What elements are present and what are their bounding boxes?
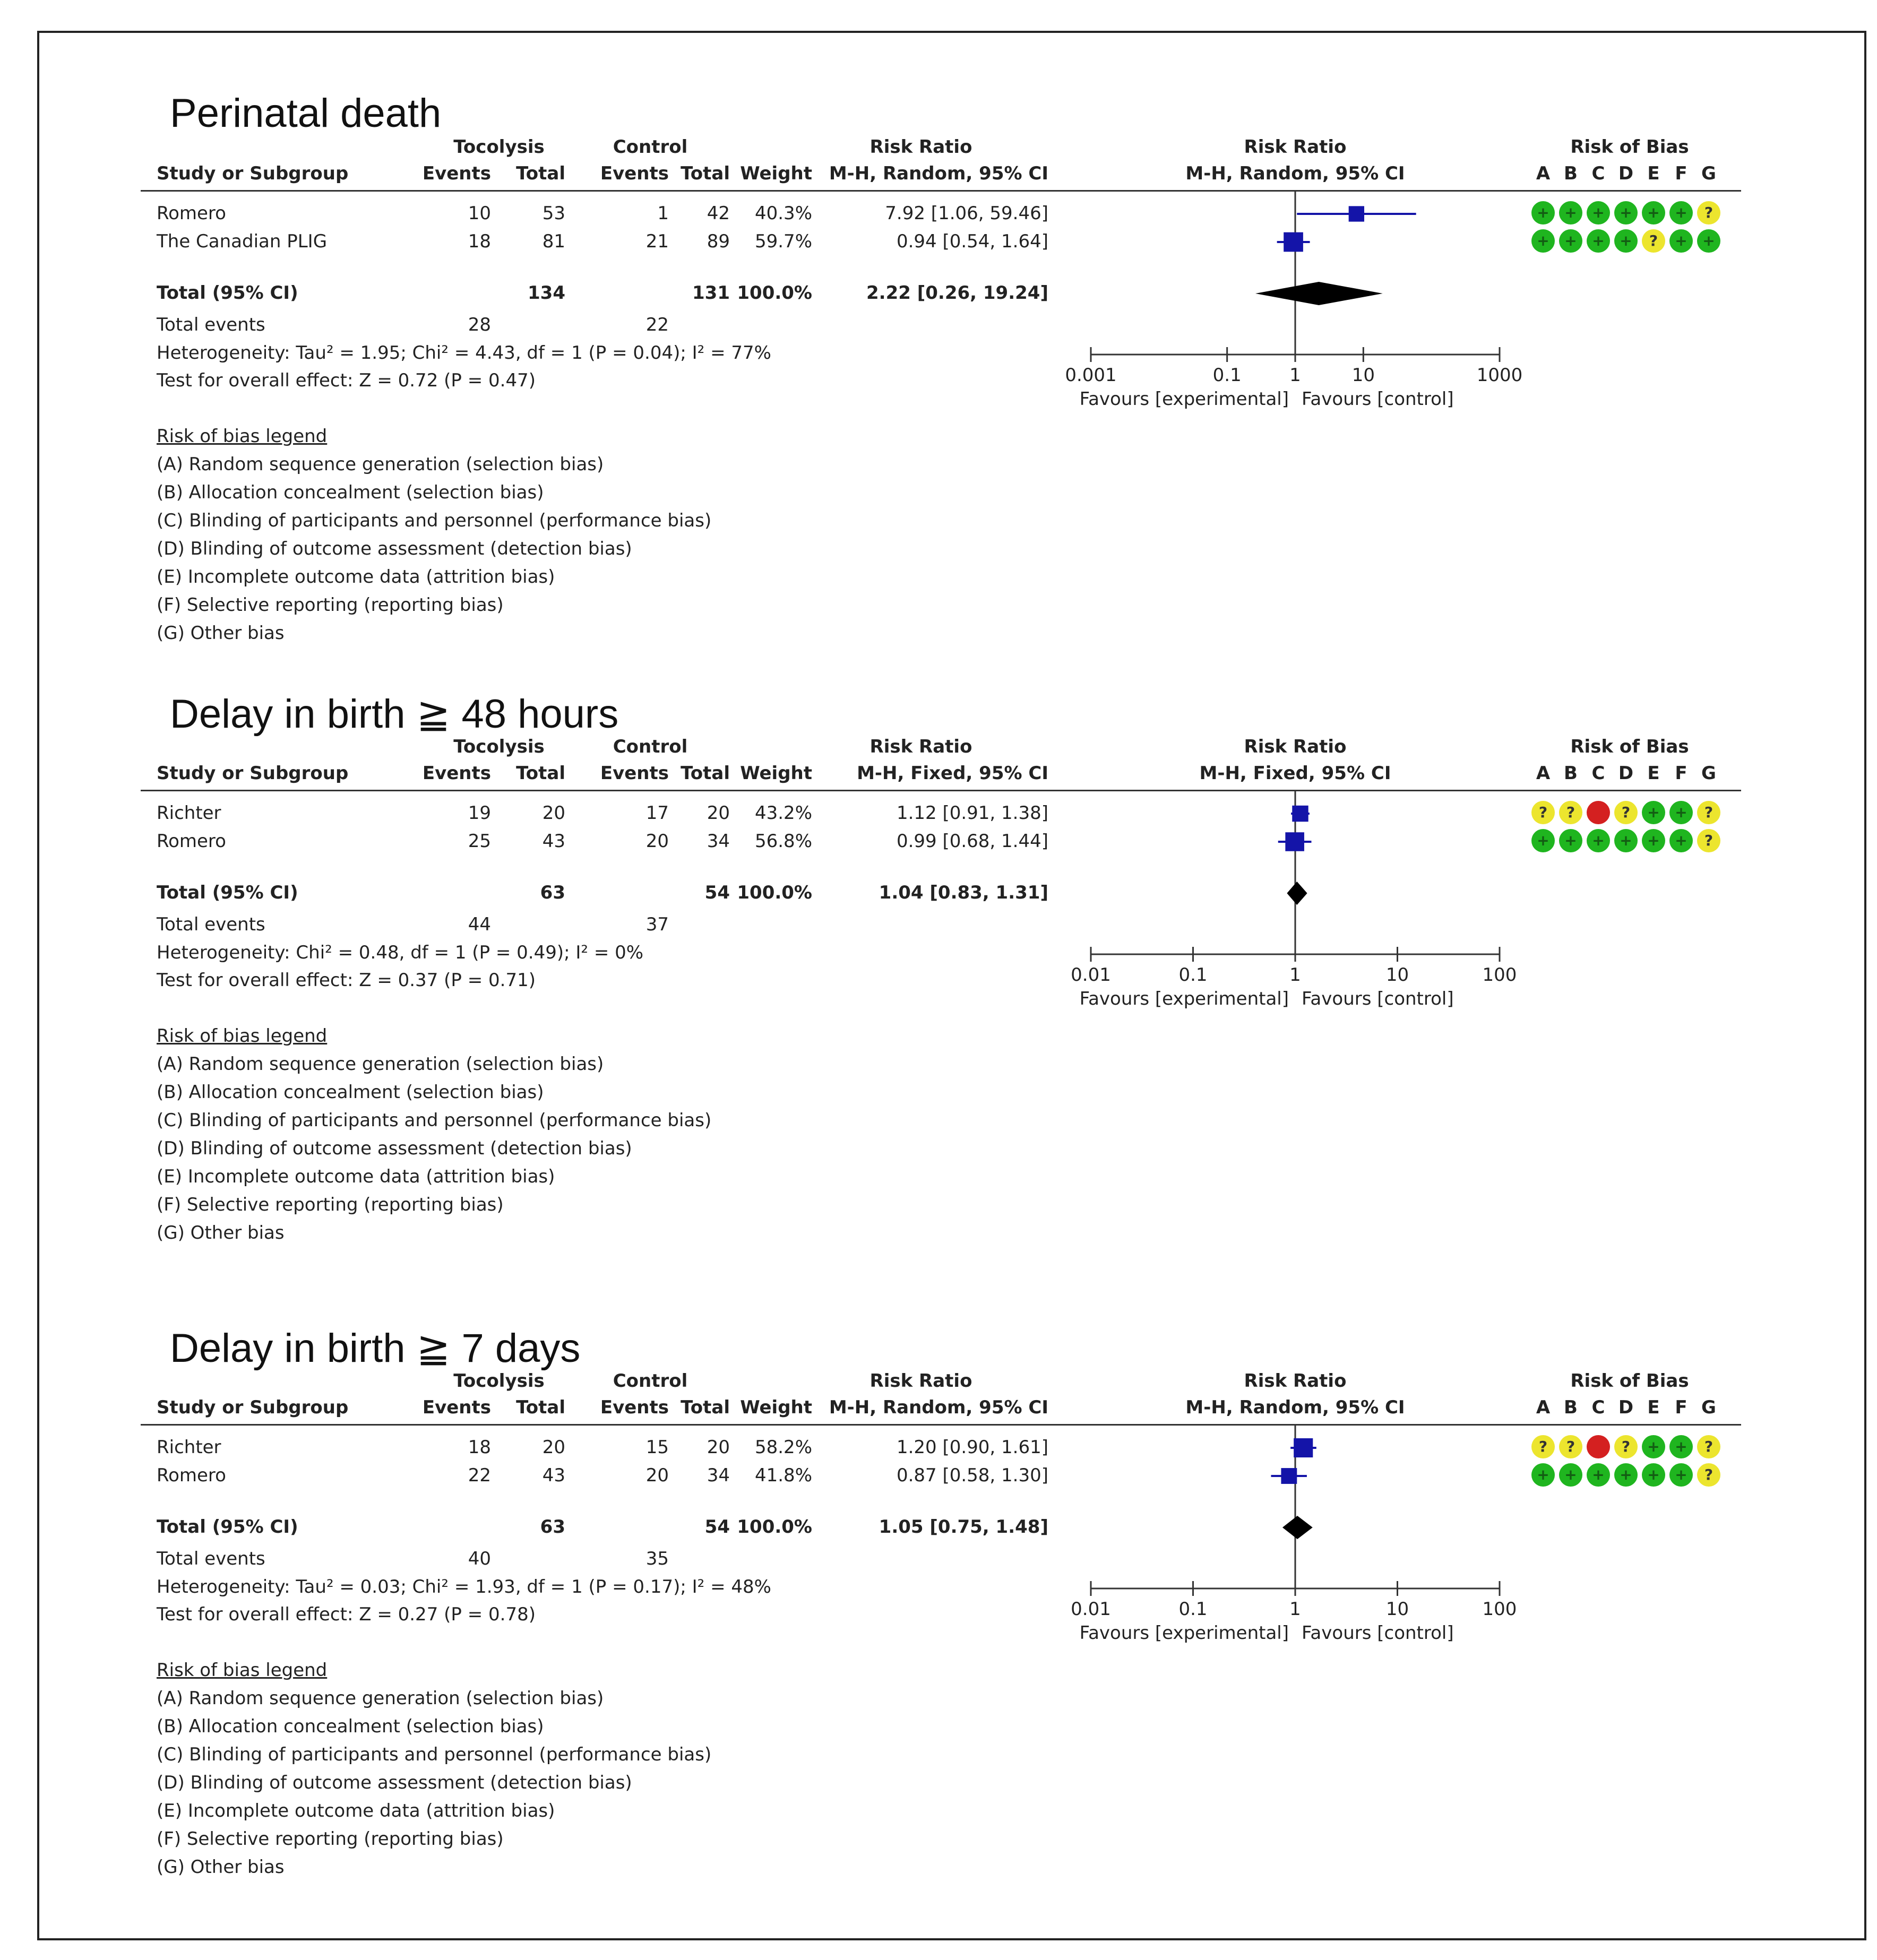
events1-header: Events — [422, 163, 491, 184]
events-tocolysis: 22 — [468, 1465, 491, 1486]
forest-plot — [1059, 191, 1531, 594]
total2-header: Total — [681, 163, 730, 184]
x-tick-label: 100 — [1482, 964, 1517, 986]
study-effect-square — [1294, 1438, 1313, 1457]
weight-header: Weight — [740, 763, 812, 784]
total-events-label: Total events — [157, 1548, 265, 1569]
total2-header: Total — [681, 763, 730, 784]
rob-letter: B — [1564, 163, 1578, 184]
rob-unclear-dot: ? — [1697, 1435, 1720, 1458]
total-control: 89 — [707, 231, 730, 252]
rob-letter: A — [1536, 163, 1551, 184]
total-events-tocolysis: 28 — [468, 314, 491, 335]
forest-plot — [1059, 791, 1531, 1194]
study-weight: 58.2% — [754, 1437, 812, 1458]
panel-title: Delay in birth ≧ 48 hours — [170, 692, 619, 737]
rob-low-dot — [1614, 829, 1638, 852]
legend-title: Risk of bias legend — [157, 1025, 328, 1047]
group1-header: Tocolysis — [453, 736, 545, 757]
rob-low-dot — [1559, 1463, 1582, 1487]
total-tocolysis: 20 — [542, 1437, 565, 1458]
rob-letter: A — [1536, 1397, 1551, 1418]
plot-title: Risk Ratio — [1244, 736, 1347, 757]
method-header: M-H, Fixed, 95% CI — [857, 763, 1048, 784]
rr-group-header: Risk Ratio — [869, 136, 972, 158]
x-tick-label: 10 — [1385, 964, 1409, 986]
group2-header: Control — [613, 1370, 688, 1392]
weight-header: Weight — [740, 163, 812, 184]
total-ci: 1.05 [0.75, 1.48] — [879, 1516, 1048, 1538]
group2-header: Control — [613, 136, 688, 158]
study-weight: 59.7% — [754, 231, 812, 252]
rob-unclear-dot: ? — [1697, 201, 1720, 225]
forest-panel — [141, 690, 1741, 1274]
legend-item: (E) Incomplete outcome data (attrition bias) — [157, 566, 555, 588]
total-tocolysis: 43 — [542, 831, 565, 852]
rob-low-dot — [1587, 229, 1610, 253]
total-ci: 1.04 [0.83, 1.31] — [879, 882, 1048, 903]
total-n-tocolysis: 63 — [540, 882, 565, 903]
legend-item: (B) Allocation concealment (selection bias) — [157, 482, 544, 503]
rob-unclear-dot: ? — [1697, 1463, 1720, 1487]
legend-item: (A) Random sequence generation (selection bias) — [157, 1688, 604, 1709]
favours-experimental-label: Favours [experimental] — [1079, 988, 1289, 1009]
rob-letter: E — [1647, 163, 1660, 184]
rob-high-dot — [1587, 1435, 1610, 1458]
events1-header: Events — [422, 763, 491, 784]
rob-low-dot — [1642, 1463, 1665, 1487]
total-n-tocolysis: 63 — [540, 1516, 565, 1538]
rob-letter: D — [1618, 1397, 1634, 1418]
rob-letter: B — [1564, 1397, 1578, 1418]
overall-effect-text: Test for overall effect: Z = 0.37 (P = 0.71) — [157, 970, 536, 991]
total-events-tocolysis: 44 — [468, 914, 491, 935]
total-label: Total (95% CI) — [157, 1516, 298, 1538]
events2-header: Events — [600, 163, 669, 184]
total1-header: Total — [516, 763, 565, 784]
x-tick-label: 100 — [1482, 1599, 1517, 1620]
x-tick-label: 10 — [1385, 1599, 1409, 1620]
rob-title: Risk of Bias — [1570, 1370, 1689, 1392]
legend-item: (A) Random sequence generation (selection bias) — [157, 454, 604, 475]
total-control: 34 — [707, 1465, 730, 1486]
legend-item: (F) Selective reporting (reporting bias) — [157, 594, 504, 616]
total-control: 20 — [707, 802, 730, 824]
rob-unclear-dot: ? — [1614, 1435, 1638, 1458]
study-header: Study or Subgroup — [157, 1397, 349, 1418]
plot-title: Risk Ratio — [1244, 136, 1347, 158]
plot-method-header: M-H, Random, 95% CI — [1185, 163, 1405, 184]
study-effect-square — [1281, 1468, 1297, 1484]
events-tocolysis: 18 — [468, 1437, 491, 1458]
rob-low-dot — [1559, 229, 1582, 253]
study-weight: 41.8% — [754, 1465, 812, 1486]
study-name: Richter — [157, 802, 221, 824]
rob-low-dot — [1669, 1435, 1693, 1458]
study-name: The Canadian PLIG — [157, 231, 328, 252]
rob-low-dot — [1559, 201, 1582, 225]
heterogeneity-text: Heterogeneity: Tau² = 0.03; Chi² = 1.93, df = 1 (P = 0.17); I² = 48% — [157, 1576, 771, 1598]
events-control: 17 — [645, 802, 669, 824]
forest-panel — [141, 90, 1741, 674]
rob-unclear-dot: ? — [1614, 801, 1638, 824]
x-tick-label: 1000 — [1476, 365, 1523, 386]
favours-experimental-label: Favours [experimental] — [1079, 388, 1289, 410]
x-tick-label: 0.001 — [1065, 365, 1117, 386]
legend-item: (A) Random sequence generation (selection bias) — [157, 1054, 604, 1075]
study-ci: 7.92 [1.06, 59.46] — [885, 203, 1048, 224]
study-effect-square — [1285, 832, 1304, 851]
group1-header: Tocolysis — [453, 1370, 545, 1392]
favours-control-label: Favours [control] — [1302, 988, 1454, 1009]
legend-item: (B) Allocation concealment (selection bias) — [157, 1082, 544, 1103]
study-header: Study or Subgroup — [157, 763, 349, 784]
method-header: M-H, Random, 95% CI — [829, 1397, 1048, 1418]
weight-header: Weight — [740, 1397, 812, 1418]
total-weight: 100.0% — [737, 1516, 812, 1538]
overall-effect-text: Test for overall effect: Z = 0.27 (P = 0.78) — [157, 1604, 536, 1625]
rob-low-dot — [1587, 1463, 1610, 1487]
method-header: M-H, Random, 95% CI — [829, 163, 1048, 184]
events-tocolysis: 10 — [468, 203, 491, 224]
rob-letter: D — [1618, 763, 1634, 784]
rob-letter: G — [1701, 163, 1716, 184]
total-events-control: 37 — [645, 914, 669, 935]
rr-group-header: Risk Ratio — [869, 736, 972, 757]
legend-item: (G) Other bias — [157, 1222, 285, 1244]
rob-letter: F — [1675, 763, 1687, 784]
total-control: 42 — [707, 203, 730, 224]
events-tocolysis: 18 — [468, 231, 491, 252]
rob-unclear-dot: ? — [1531, 801, 1555, 824]
rob-unclear-dot: ? — [1559, 1435, 1582, 1458]
total-weight: 100.0% — [737, 882, 812, 903]
rob-letter: A — [1536, 763, 1551, 784]
total-events-control: 35 — [645, 1548, 669, 1569]
events-tocolysis: 25 — [468, 831, 491, 852]
rob-low-dot — [1559, 829, 1582, 852]
rob-unclear-dot: ? — [1531, 1435, 1555, 1458]
rob-unclear-dot: ? — [1697, 829, 1720, 852]
group1-header: Tocolysis — [453, 136, 545, 158]
rob-unclear-dot: ? — [1559, 801, 1582, 824]
total-tocolysis: 20 — [542, 802, 565, 824]
study-ci: 0.87 [0.58, 1.30] — [896, 1465, 1048, 1486]
x-tick-label: 0.1 — [1212, 365, 1242, 386]
rob-letter: C — [1591, 1397, 1605, 1418]
rob-letter: G — [1701, 763, 1716, 784]
rob-letter: F — [1675, 1397, 1687, 1418]
rob-low-dot — [1642, 1435, 1665, 1458]
x-tick-label: 1 — [1289, 964, 1301, 986]
legend-item: (C) Blinding of participants and personnel (performance bias) — [157, 1110, 712, 1131]
rr-group-header: Risk Ratio — [869, 1370, 972, 1392]
rob-low-dot — [1669, 1463, 1693, 1487]
favours-control-label: Favours [control] — [1302, 388, 1454, 410]
x-tick-label: 10 — [1351, 365, 1375, 386]
rob-low-dot — [1614, 201, 1638, 225]
rob-unclear-dot: ? — [1642, 229, 1665, 253]
total-weight: 100.0% — [737, 282, 812, 304]
rob-low-dot — [1614, 229, 1638, 253]
total-tocolysis: 43 — [542, 1465, 565, 1486]
favours-experimental-label: Favours [experimental] — [1079, 1622, 1289, 1644]
total-control: 34 — [707, 831, 730, 852]
rob-title: Risk of Bias — [1570, 736, 1689, 757]
events2-header: Events — [600, 763, 669, 784]
total-label: Total (95% CI) — [157, 282, 298, 304]
rob-title: Risk of Bias — [1570, 136, 1689, 158]
events-control: 21 — [645, 231, 669, 252]
rob-letter: C — [1591, 163, 1605, 184]
legend-item: (B) Allocation concealment (selection bias) — [157, 1716, 544, 1737]
rob-low-dot — [1642, 801, 1665, 824]
legend-item: (F) Selective reporting (reporting bias) — [157, 1828, 504, 1850]
events1-header: Events — [422, 1397, 491, 1418]
rob-letter: G — [1701, 1397, 1716, 1418]
rob-low-dot — [1697, 229, 1720, 253]
pooled-effect-diamond — [1255, 282, 1383, 305]
rob-letter: E — [1647, 1397, 1660, 1418]
rob-low-dot — [1669, 201, 1693, 225]
rob-low-dot — [1669, 229, 1693, 253]
rob-high-dot — [1587, 801, 1610, 824]
legend-item: (C) Blinding of participants and personnel (performance bias) — [157, 1744, 712, 1765]
rob-letter: B — [1564, 763, 1578, 784]
plot-title: Risk Ratio — [1244, 1370, 1347, 1392]
overall-effect-text: Test for overall effect: Z = 0.72 (P = 0.47) — [157, 370, 536, 391]
study-name: Romero — [157, 203, 226, 224]
total2-header: Total — [681, 1397, 730, 1418]
legend-item: (C) Blinding of participants and personnel (performance bias) — [157, 510, 712, 531]
plot-method-header: M-H, Random, 95% CI — [1185, 1397, 1405, 1418]
rob-low-dot — [1587, 201, 1610, 225]
forest-plot — [1059, 1425, 1531, 1828]
rob-letter: F — [1675, 163, 1687, 184]
study-ci: 1.20 [0.90, 1.61] — [896, 1437, 1048, 1458]
total-events-label: Total events — [157, 314, 265, 335]
study-header: Study or Subgroup — [157, 163, 349, 184]
study-effect-square — [1284, 232, 1303, 252]
legend-item: (D) Blinding of outcome assessment (detection bias) — [157, 1138, 632, 1159]
legend-title: Risk of bias legend — [157, 1660, 328, 1681]
legend-item: (E) Incomplete outcome data (attrition bias) — [157, 1166, 555, 1187]
total-n-control: 131 — [692, 282, 730, 304]
legend-item: (G) Other bias — [157, 1857, 285, 1878]
events2-header: Events — [600, 1397, 669, 1418]
rob-low-dot — [1669, 801, 1693, 824]
total-events-control: 22 — [645, 314, 669, 335]
rob-low-dot — [1531, 201, 1555, 225]
study-name: Romero — [157, 1465, 226, 1486]
x-tick-label: 1 — [1289, 1599, 1301, 1620]
total-n-tocolysis: 134 — [528, 282, 565, 304]
x-tick-label: 1 — [1289, 365, 1301, 386]
x-tick-label: 0.01 — [1071, 964, 1111, 986]
rob-letter: D — [1618, 163, 1634, 184]
total-events-label: Total events — [157, 914, 265, 935]
total-label: Total (95% CI) — [157, 882, 298, 903]
legend-item: (G) Other bias — [157, 623, 285, 644]
events-tocolysis: 19 — [468, 802, 491, 824]
pooled-effect-diamond — [1282, 1516, 1313, 1539]
rob-low-dot — [1642, 201, 1665, 225]
events-control: 20 — [645, 1465, 669, 1486]
total1-header: Total — [516, 1397, 565, 1418]
legend-title: Risk of bias legend — [157, 426, 328, 447]
total-events-tocolysis: 40 — [468, 1548, 491, 1569]
legend-item: (E) Incomplete outcome data (attrition bias) — [157, 1800, 555, 1821]
rob-low-dot — [1587, 829, 1610, 852]
total-control: 20 — [707, 1437, 730, 1458]
total-n-control: 54 — [704, 1516, 730, 1538]
forest-panel — [141, 1324, 1741, 1908]
study-weight: 43.2% — [754, 802, 812, 824]
total-ci: 2.22 [0.26, 19.24] — [866, 282, 1048, 304]
pooled-effect-diamond — [1287, 882, 1307, 905]
rob-unclear-dot: ? — [1697, 801, 1720, 824]
favours-control-label: Favours [control] — [1302, 1622, 1454, 1644]
events-control: 20 — [645, 831, 669, 852]
panel-title: Perinatal death — [170, 91, 442, 136]
plot-method-header: M-H, Fixed, 95% CI — [1199, 763, 1391, 784]
rob-low-dot — [1531, 829, 1555, 852]
rob-low-dot — [1669, 829, 1693, 852]
rob-low-dot — [1531, 229, 1555, 253]
study-ci: 0.94 [0.54, 1.64] — [896, 231, 1048, 252]
legend-item: (F) Selective reporting (reporting bias) — [157, 1194, 504, 1215]
heterogeneity-text: Heterogeneity: Tau² = 1.95; Chi² = 4.43, df = 1 (P = 0.04); I² = 77% — [157, 342, 771, 364]
study-name: Richter — [157, 1437, 221, 1458]
total-tocolysis: 53 — [542, 203, 565, 224]
x-tick-label: 0.1 — [1178, 964, 1208, 986]
study-name: Romero — [157, 831, 226, 852]
rob-letter: C — [1591, 763, 1605, 784]
total1-header: Total — [516, 163, 565, 184]
study-weight: 40.3% — [754, 203, 812, 224]
study-effect-square — [1349, 206, 1364, 221]
group2-header: Control — [613, 736, 688, 757]
events-control: 15 — [645, 1437, 669, 1458]
total-tocolysis: 81 — [542, 231, 565, 252]
study-ci: 1.12 [0.91, 1.38] — [896, 802, 1048, 824]
panel-title: Delay in birth ≧ 7 days — [170, 1326, 581, 1371]
study-weight: 56.8% — [754, 831, 812, 852]
events-control: 1 — [657, 203, 669, 224]
x-tick-label: 0.1 — [1178, 1599, 1208, 1620]
study-ci: 0.99 [0.68, 1.44] — [896, 831, 1048, 852]
rob-letter: E — [1647, 763, 1660, 784]
x-tick-label: 0.01 — [1071, 1599, 1111, 1620]
rob-low-dot — [1642, 829, 1665, 852]
legend-item: (D) Blinding of outcome assessment (detection bias) — [157, 538, 632, 559]
rob-low-dot — [1614, 1463, 1638, 1487]
study-effect-square — [1292, 806, 1308, 822]
rob-low-dot — [1531, 1463, 1555, 1487]
total-n-control: 54 — [704, 882, 730, 903]
heterogeneity-text: Heterogeneity: Chi² = 0.48, df = 1 (P = 0.49); I² = 0% — [157, 942, 644, 963]
legend-item: (D) Blinding of outcome assessment (detection bias) — [157, 1772, 632, 1793]
